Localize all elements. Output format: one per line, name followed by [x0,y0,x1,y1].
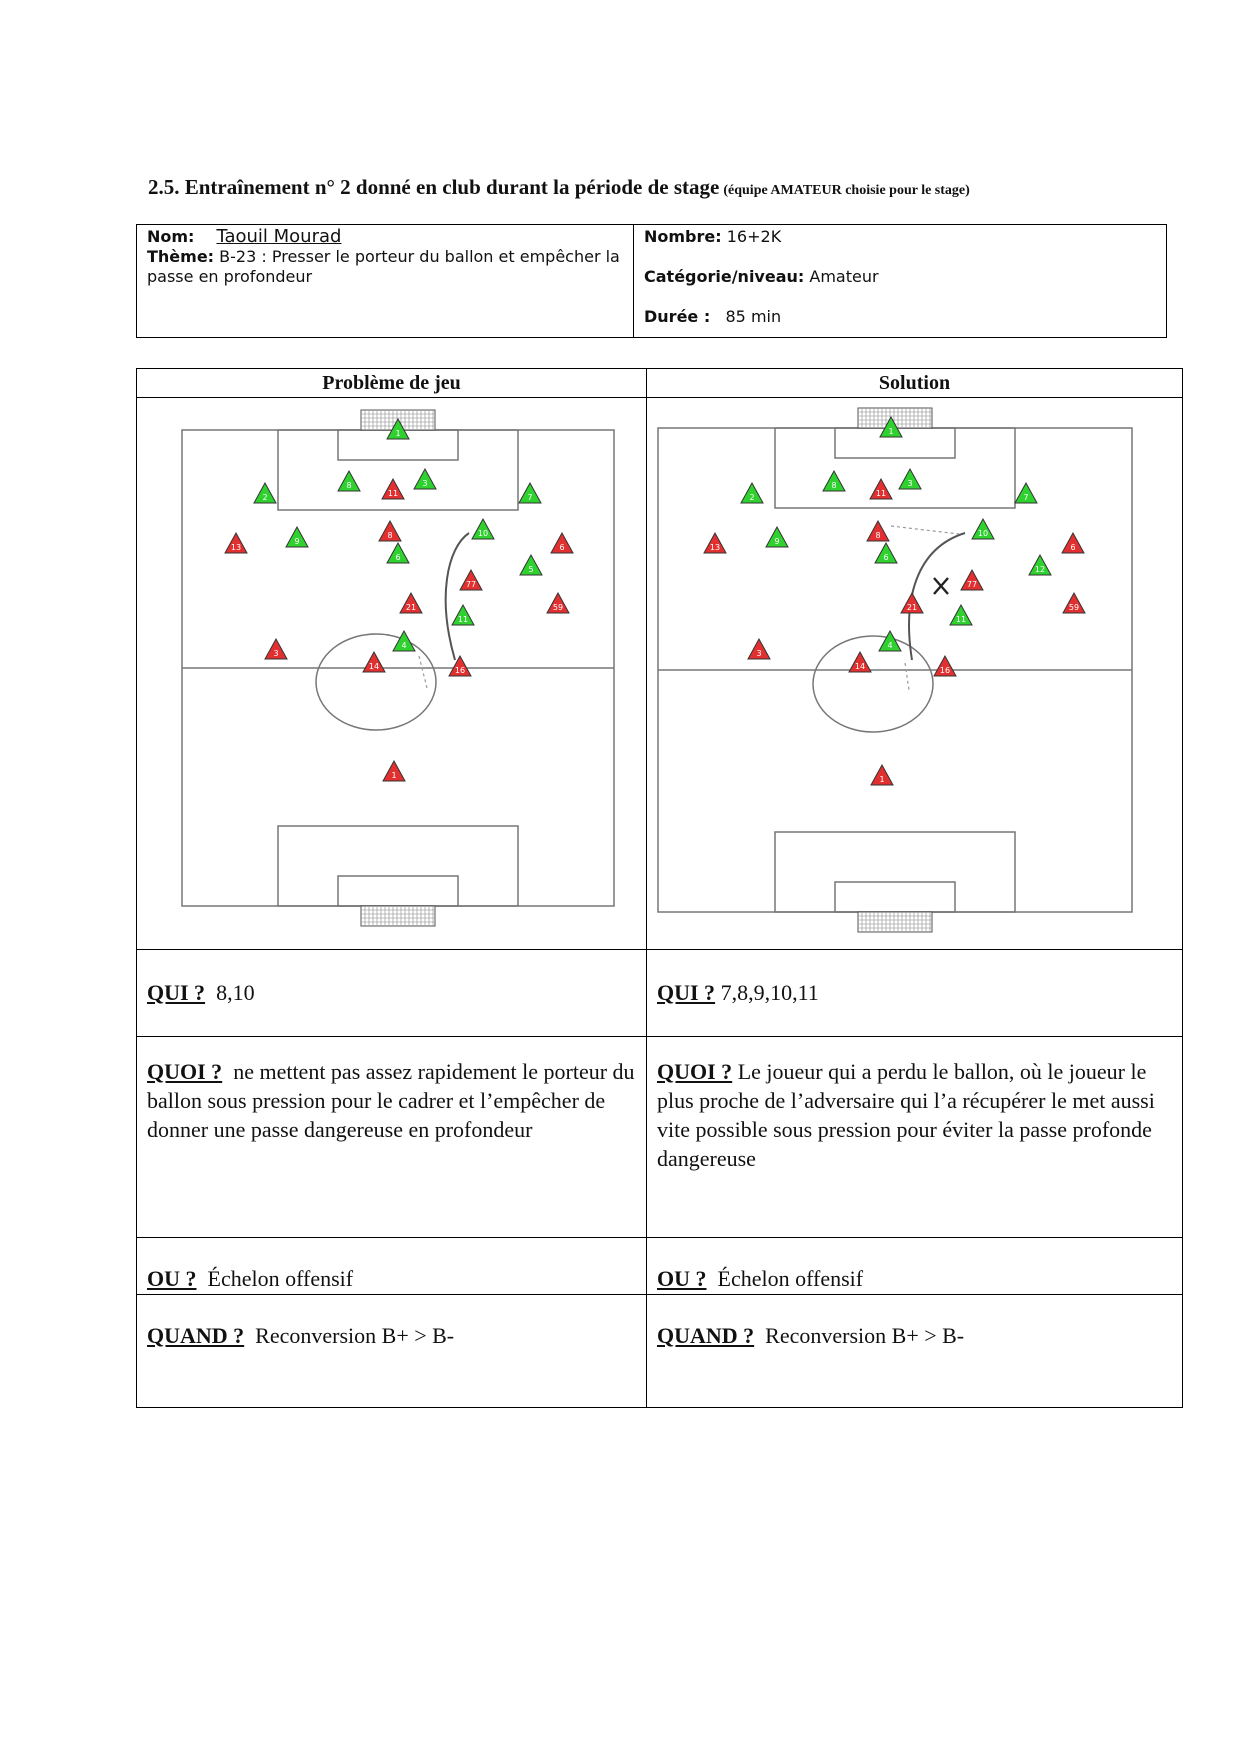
duree-label: Durée : [644,307,711,326]
quand-solution: Reconversion B+ > B- [765,1323,965,1348]
theme-label: Thème: [147,247,215,266]
penalty-box-bottom [775,832,1015,912]
player-red-11 [870,479,892,499]
player-red-21 [400,593,422,613]
quoi-solution: Le joueur qui a perdu le ballon, où le joueur le plus proche de l’adversaire qui l’a récupérer le met aussi vite possible sous pression pour éviter la passe profonde dangereuse [657,1059,1155,1171]
player-red-6 [551,533,573,553]
player-number: 7 [1023,493,1029,502]
player-green-4 [393,631,415,651]
analysis-table [136,368,1183,1408]
player-number: 6 [883,553,889,562]
player-green-6 [875,543,897,563]
player-number: 16 [454,666,466,675]
player-number: 3 [422,479,428,488]
pass-line [419,656,427,688]
penalty-box-bottom [278,826,518,906]
col-solution-header: Solution [647,369,1183,398]
info-box [136,224,1167,338]
ou-label: OU ? [147,1266,197,1291]
info-right [634,225,1166,337]
player-number: 4 [887,641,893,650]
pass-line [891,526,959,534]
player-red-77 [961,570,983,590]
goal-net-bottom [361,906,435,926]
player-green-7 [1015,483,1037,503]
quand-label-solution: QUAND ? [657,1323,755,1348]
heading-title: 2.5. Entraînement n° 2 donné en club durant la période de stage [148,175,720,199]
player-red-16 [449,656,471,676]
player-red-11 [382,479,404,499]
player-green-5 [520,555,542,575]
player-red-8 [379,521,401,541]
player-number: 59 [1068,603,1080,612]
quoi-problem: ne mettent pas assez rapidement le porteur du ballon sous pression pour le cadrer et l’empêcher de donner une passe dangereuse en profondeur [147,1059,635,1142]
cross-mark-icon [934,578,948,594]
player-red-13 [704,533,726,553]
player-number: 6 [559,543,565,552]
player-number: 4 [401,641,407,650]
player-number: 10 [977,529,989,538]
player-number: 11 [875,489,887,498]
nombre-label: Nombre: [644,227,722,246]
qui-label-solution: QUI ? [657,980,716,1005]
ou-problem: Échelon offensif [207,1266,354,1291]
player-green-2 [254,483,276,503]
player-number: 13 [230,543,242,552]
player-red-14 [849,652,871,672]
pass-line-2 [905,663,909,690]
player-number: 12 [1034,565,1046,574]
player-red-59 [547,593,569,613]
player-green-8 [338,471,360,491]
player-number: 7 [527,493,533,502]
player-number: 10 [477,529,489,538]
run-arrow [906,533,965,660]
player-number: 59 [552,603,564,612]
ou-solution: Échelon offensif [717,1266,864,1291]
player-green-11 [950,605,972,625]
qui-problem: 8,10 [216,980,255,1005]
player-green-10 [472,519,494,539]
player-red-16 [934,656,956,676]
nom-value: Taouil Mourad [216,226,342,247]
player-green-9 [286,527,308,547]
player-green-3 [899,469,921,489]
pitch-solution [647,398,1181,944]
nom-label: Nom: [147,227,195,246]
player-number: 21 [405,603,417,612]
section-heading [148,175,1108,200]
player-number: 2 [749,493,755,502]
player-number: 77 [465,580,477,589]
center-circle [316,634,436,730]
ou-label-solution: OU ? [657,1266,707,1291]
player-number: 1 [879,775,885,784]
player-number: 8 [875,531,881,540]
theme-value: B-23 : Presser le porteur du ballon et empêcher la passe en profondeur [147,247,620,286]
player-red-13 [225,533,247,553]
player-green-2 [741,483,763,503]
player-red-21 [901,593,923,613]
player-green-4 [879,631,901,651]
heading-note: (équipe AMATEUR choisie pour le stage) [723,183,970,198]
qui-label: QUI ? [147,980,206,1005]
player-red-3 [265,639,287,659]
goal-net-bottom [858,912,932,932]
player-green-3 [414,469,436,489]
player-number: 3 [907,479,913,488]
player-red-1 [383,761,405,781]
player-number: 16 [939,666,951,675]
quand-problem: Reconversion B+ > B- [255,1323,455,1348]
goal-box-bottom [338,876,458,906]
player-number: 11 [457,615,469,624]
player-red-6 [1062,533,1084,553]
player-number: 77 [966,580,978,589]
center-circle [813,636,933,732]
player-number: 3 [273,649,279,658]
player-number: 8 [387,531,393,540]
player-red-8 [867,521,889,541]
player-green-9 [766,527,788,547]
player-number: 6 [1070,543,1076,552]
player-number: 14 [854,662,866,671]
player-number: 6 [395,553,401,562]
player-number: 3 [756,649,762,658]
player-red-1 [871,765,893,785]
player-number: 2 [262,493,268,502]
col-problem-header: Problème de jeu [137,369,647,398]
player-number: 9 [774,537,780,546]
player-number: 21 [906,603,918,612]
penalty-box-top [775,428,1015,508]
nombre-value: 16+2K [726,227,782,246]
quoi-label-solution: QUOI ? [657,1059,733,1084]
player-number: 5 [528,565,534,574]
qui-solution: 7,8,9,10,11 [720,980,819,1005]
goal-box-bottom [835,882,955,912]
quand-label: QUAND ? [147,1323,245,1348]
player-green-6 [387,543,409,563]
pitch-solution-cell [647,398,1183,950]
player-green-11 [452,605,474,625]
player-number: 9 [294,537,300,546]
info-left [137,225,634,337]
player-red-3 [748,639,770,659]
player-number: 14 [368,662,380,671]
player-green-8 [823,471,845,491]
player-number: 13 [709,543,721,552]
player-number: 1 [395,429,401,438]
player-red-77 [460,570,482,590]
player-number: 1 [391,771,397,780]
run-arrow [446,533,469,660]
duree-value: 85 min [725,307,782,326]
pitch-problem [137,398,645,944]
player-number: 8 [831,481,837,490]
player-number: 11 [387,489,399,498]
player-green-10 [972,519,994,539]
quoi-label: QUOI ? [147,1059,223,1084]
player-green-7 [519,483,541,503]
pitch-problem-cell [137,398,647,950]
player-green-12 [1029,555,1051,575]
categorie-value: Amateur [809,267,879,286]
player-red-59 [1063,593,1085,613]
player-number: 1 [888,427,894,436]
player-number: 11 [955,615,967,624]
player-red-14 [363,652,385,672]
player-number: 8 [346,481,352,490]
categorie-label: Catégorie/niveau: [644,267,805,286]
